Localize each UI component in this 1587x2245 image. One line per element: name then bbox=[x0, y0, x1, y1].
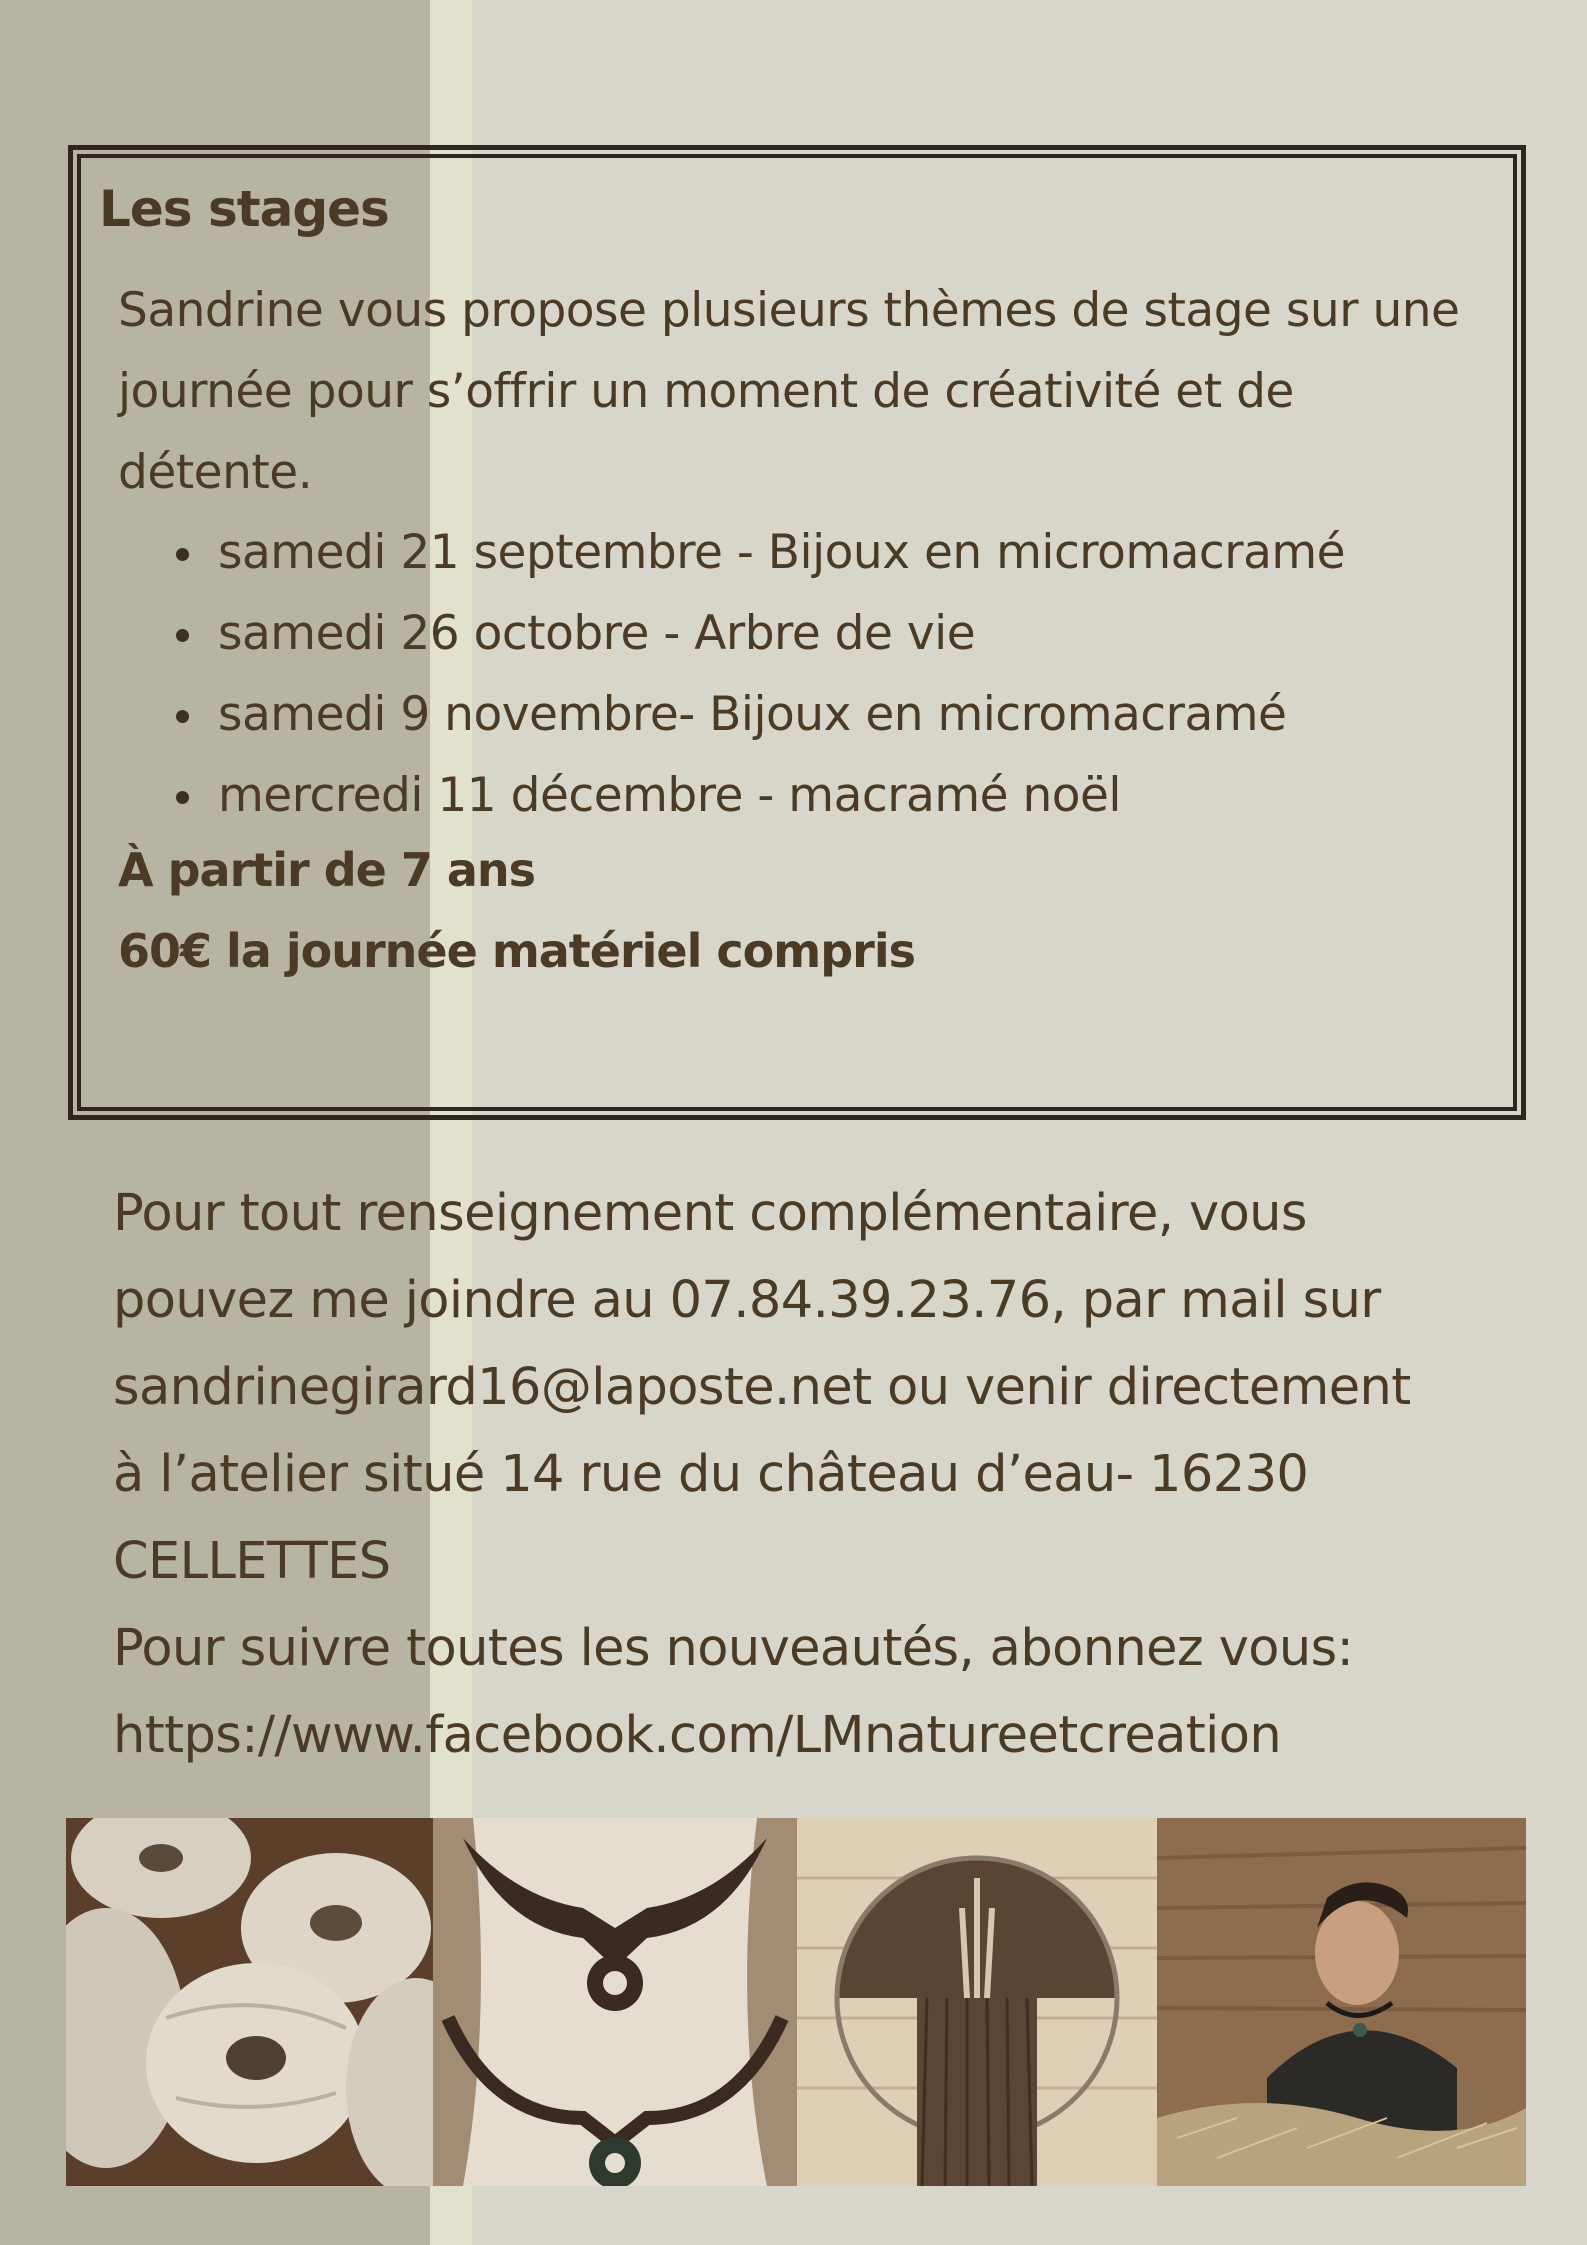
macrame-necklaces-photo bbox=[433, 1818, 797, 2186]
stage-date-item: samedi 26 octobre - Arbre de vie bbox=[218, 593, 1345, 674]
stage-date-item: samedi 21 septembre - Bijoux en micromacramé bbox=[218, 512, 1345, 593]
price-info: 60€ la journée matériel compris bbox=[118, 924, 915, 978]
stages-heading: Les stages bbox=[99, 180, 389, 238]
stages-intro: Sandrine vous propose plusieurs thèmes de stage sur une journée pour s’offrir un moment de créativité et de détente. bbox=[118, 283, 1460, 500]
portrait-photo bbox=[1157, 1818, 1526, 2186]
age-requirement: À partir de 7 ans bbox=[118, 843, 536, 897]
photo-strip bbox=[66, 1818, 1526, 2186]
stage-date-item: mercredi 11 décembre - macramé noël bbox=[218, 755, 1345, 836]
stage-date-item: samedi 9 novembre- Bijoux en micromacramé bbox=[218, 674, 1345, 755]
stages-box bbox=[68, 145, 1526, 1120]
contact-line: Pour tout renseignement complémentaire, vous bbox=[113, 1184, 1307, 1243]
contact-line-phone: pouvez me joindre au 07.84.39.23.76, par mail sur bbox=[113, 1271, 1381, 1330]
contact-line-city: CELLETTES bbox=[113, 1532, 391, 1591]
cotton-spools-photo bbox=[66, 1818, 433, 2186]
tree-of-life-macrame-photo bbox=[797, 1818, 1157, 2186]
contact-info bbox=[113, 1170, 1533, 1779]
contact-line-email: sandrinegirard16@laposte.net ou venir directement bbox=[113, 1358, 1411, 1417]
stage-dates-list bbox=[218, 512, 1345, 836]
contact-line-follow: Pour suivre toutes les nouveautés, abonnez vous: bbox=[113, 1619, 1354, 1678]
contact-line-address: à l’atelier situé 14 rue du château d’eau- 16230 bbox=[113, 1445, 1309, 1504]
facebook-link[interactable]: https://www.facebook.com/LMnatureetcreation bbox=[113, 1706, 1282, 1765]
